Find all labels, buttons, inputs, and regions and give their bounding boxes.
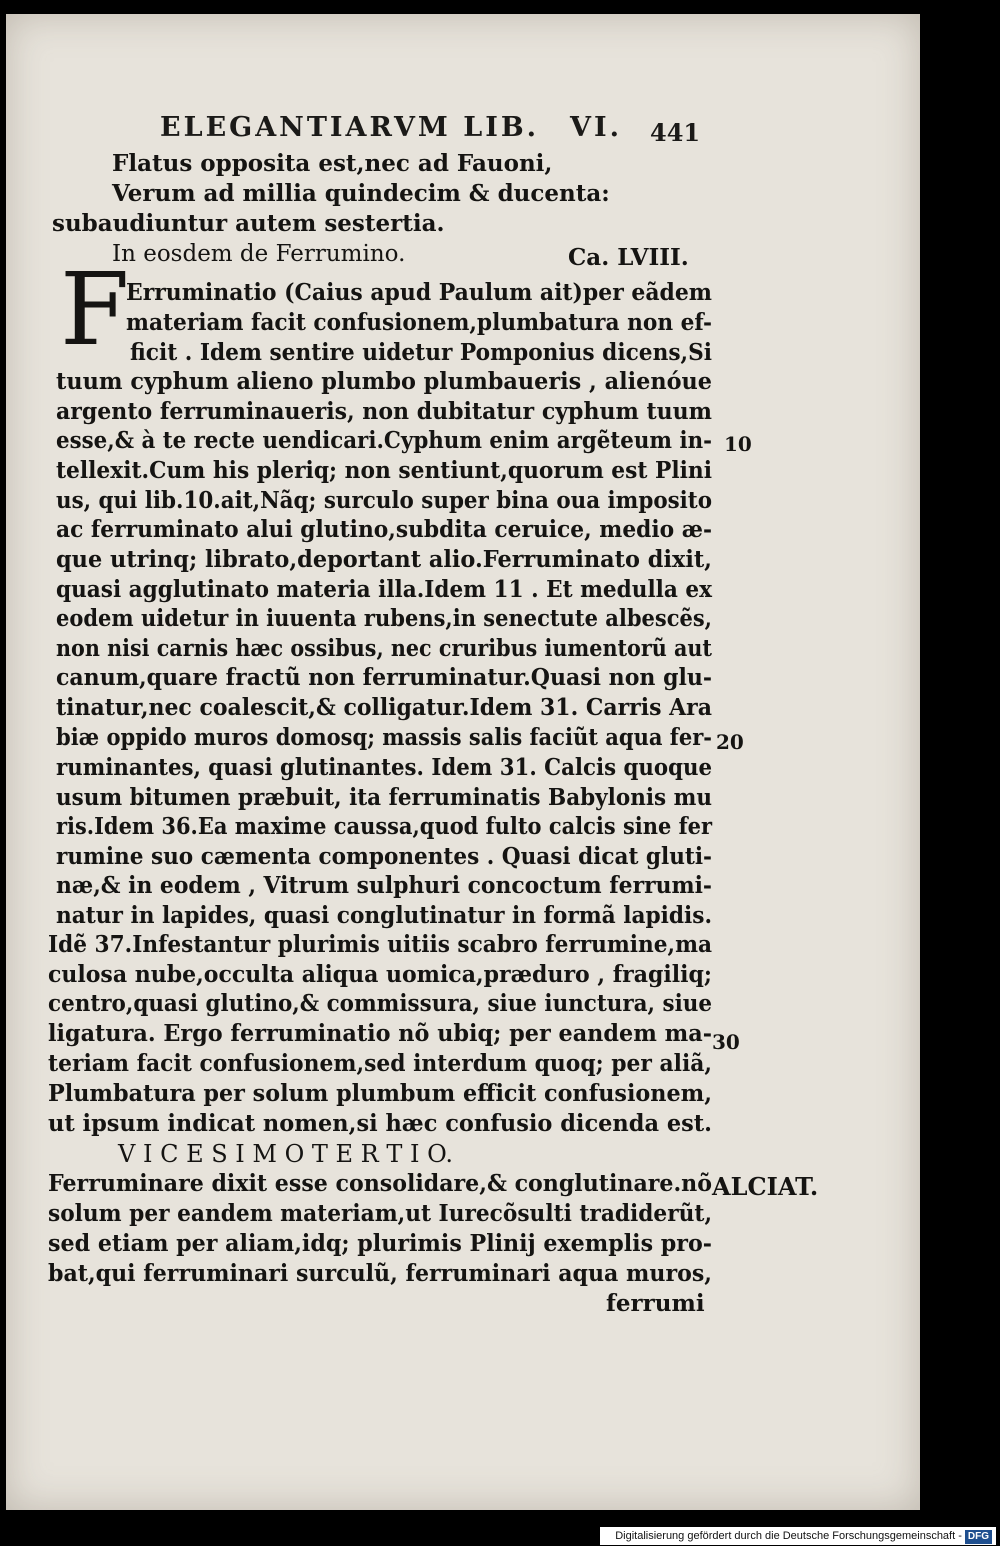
text-line: ruminantes, quasi glutinantes. Idem 31. Calcis quoque — [56, 754, 712, 781]
header-book: VI. — [570, 112, 622, 143]
text-line: tinatur,nec coalescit,& colligatur.Idem 31. Carris Ara — [56, 694, 712, 721]
header-title: ELEGANTIARVM LIB. — [160, 112, 540, 143]
text-line: solum per eandem materiam,ut Iurecõsulti tradiderũt, — [48, 1200, 712, 1227]
text-line: canum,quare fractũ non ferruminatur.Quasi non glu- — [56, 664, 712, 691]
digitization-credit — [600, 1527, 996, 1545]
text-line: eodem uidetur in iuuenta rubens,in senectute albescẽs, — [56, 605, 712, 632]
text-line: non nisi carnis hæc ossibus, nec cruribus iumentorũ aut — [56, 635, 712, 662]
text-line: materiam facit confusionem,plumbatura non ef- — [126, 309, 712, 336]
text-line: subaudiuntur autem sestertia. — [52, 210, 445, 237]
credit-text: Digitalisierung gefördert durch die Deutsche Forschungsgemeinschaft - — [615, 1530, 962, 1542]
chapter-heading: In eosdem de Ferrumino. — [112, 241, 406, 267]
text-line: biæ oppido muros domosq; massis salis faciũt aqua fer- — [56, 724, 712, 751]
chapter-number: Ca. LVIII. — [568, 244, 689, 271]
text-line: Flatus opposita est,nec ad Fauoni, — [112, 150, 553, 177]
text-line: tellexit.Cum his pleriq; non sentiunt,quorum est Plini — [56, 457, 712, 484]
text-line: næ,& in eodem , Vitrum sulphuri concoctum ferrumi- — [56, 872, 712, 899]
text-line: ut ipsum indicat nomen,si hæc confusio dicenda est. — [48, 1110, 712, 1137]
text-line: centro,quasi glutino,& commissura, siue iunctura, siue — [48, 990, 712, 1017]
margin-line-number: 10 — [724, 432, 752, 456]
text-line: tuum cyphum alieno plumbo plumbaueris , alienóue — [56, 368, 712, 395]
text-line: quasi agglutinato materia illa.Idem 11 . Et medulla ex — [56, 576, 712, 603]
text-line: ficit . Idem sentire uidetur Pomponius dicens,Si — [130, 339, 712, 366]
text-line: natur in lapides, quasi conglutinatur in formã lapidis. — [56, 902, 712, 929]
drop-cap: F — [60, 251, 130, 368]
text-line: Verum ad millia quindecim & ducenta: — [112, 180, 610, 207]
text-line: us, qui lib.10.ait,Nãq; surculo super bina oua imposito — [56, 487, 712, 514]
text-line: rumine suo cæmenta componentes . Quasi dicat gluti- — [56, 843, 712, 870]
text-line: teriam facit confusionem,sed interdum quoq; per aliã, — [48, 1050, 712, 1077]
page-number: 441 — [650, 118, 701, 147]
text-line: que utrinq; librato,deportant alio.Ferruminato dixit, — [56, 546, 712, 573]
text-line: Ferruminare dixit esse consolidare,& conglutinare.nõ — [48, 1170, 712, 1197]
text-line: ligatura. Ergo ferruminatio nõ ubiq; per eandem ma- — [48, 1020, 712, 1047]
section-heading: V I C E S I M O T E R T I O. — [118, 1140, 454, 1168]
margin-line-number: 20 — [716, 730, 744, 754]
text-line: Idẽ 37.Infestantur plurimis uitiis scabro ferrumine,ma — [48, 931, 712, 958]
text-line: culosa nube,occulta aliqua uomica,præduro , fragiliq; — [48, 961, 712, 988]
margin-line-number: 30 — [712, 1030, 740, 1054]
text-line: Plumbatura per solum plumbum efficit confusionem, — [48, 1080, 712, 1107]
text-line: argento ferruminaueris, non dubitatur cyphum tuum — [56, 398, 712, 425]
catchword: ferrumi — [606, 1290, 705, 1317]
dfg-logo: DFG — [965, 1530, 992, 1544]
text-line: usum bitumen præbuit, ita ferruminatis Babylonis mu — [56, 784, 712, 811]
text-line: bat,qui ferruminari surculũ, ferruminari aqua muros, — [48, 1260, 712, 1287]
text-line: sed etiam per aliam,idq; plurimis Plinij exemplis pro- — [48, 1230, 712, 1257]
margin-author-note: ALCIAT. — [712, 1172, 819, 1201]
text-line: esse,& à te recte uendicari.Cyphum enim argẽteum in- — [56, 427, 712, 454]
text-line: ac ferruminato alui glutino,subdita ceruice, medio æ- — [56, 516, 712, 543]
text-line: Erruminatio (Caius apud Paulum ait)per eãdem — [126, 279, 712, 306]
text-line: ris.Idem 36.Ea maxime caussa,quod fulto calcis sine fer — [56, 813, 712, 840]
